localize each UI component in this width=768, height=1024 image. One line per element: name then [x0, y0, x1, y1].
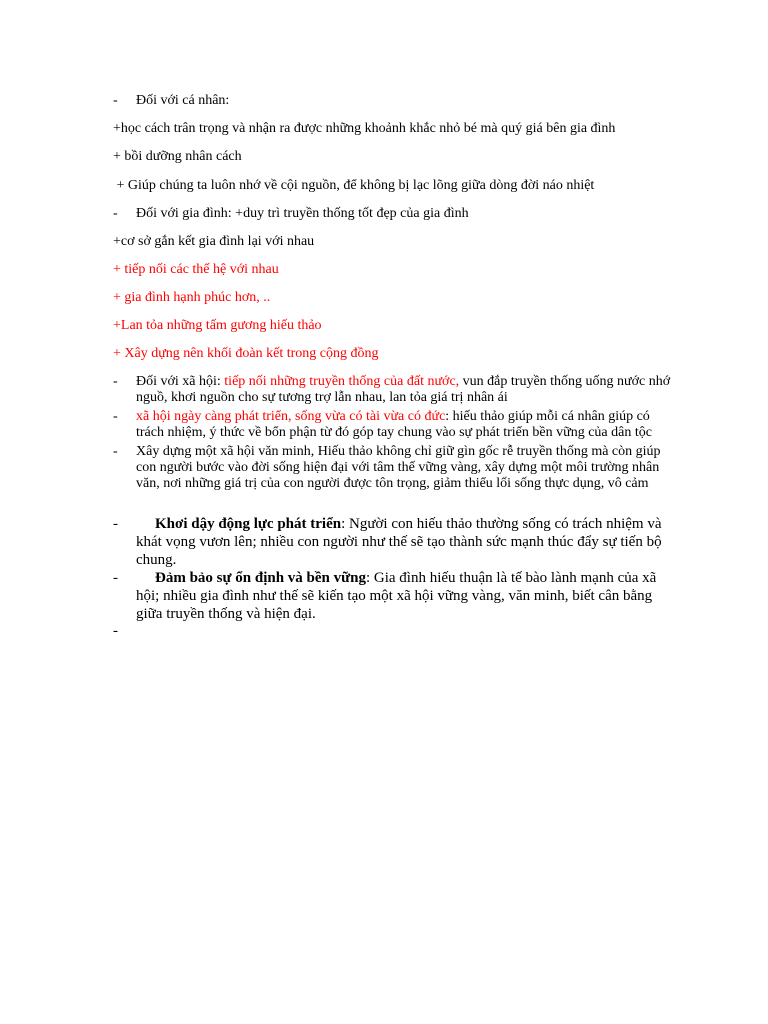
- bullet-dash: -: [113, 516, 118, 532]
- heading-family: Đối với gia đình: +duy trì truyền thống tốt đẹp của gia đình: [136, 206, 469, 221]
- society-item-2: [136, 409, 681, 441]
- bold-item-1-title: Khơi dậy động lực phát triển: [155, 516, 342, 532]
- bullet-dash: -: [113, 570, 118, 586]
- text-line: +học cách trân trọng và nhận ra được những khoảnh khắc nhỏ bé mà quý giá bên gia đình: [113, 121, 616, 136]
- highlighted-line: + Xây dựng nên khối đoàn kết trong cộng đồng: [113, 346, 379, 361]
- society-item-1-highlight: tiếp nối những truyền thống của đất nước,: [224, 374, 460, 389]
- society-item-2-rest: : hiếu thảo giúp mỗi cá nhân giúp có trách nhiệm, ý thức về bổn phận từ đó góp tay chung vào sự phát triển bền vững của dân tộc: [136, 409, 652, 440]
- bullet-dash: -: [113, 444, 118, 459]
- society-item-1-rest: vun đắp truyền thống uống nước nhớ nguồ, khơi nguồn cho sự tương trợ lẫn nhau, lan tỏa giá trị nhân ái: [136, 374, 671, 405]
- bold-item-2-title: Đảm bảo sự ổn định và bền vững: [155, 570, 366, 586]
- society-item-3: Xây dựng một xã hội văn minh, Hiếu thảo không chỉ giữ gìn gốc rễ truyền thống mà còn giúp con người bước vào đời sống hiện đại với tâm thế vững vàng, xây dựng một môi trường nhân văn, nơi những giá trị của con người được tôn trọng, giảm thiểu lối sống thực dụng, vô cảm: [136, 444, 661, 491]
- highlighted-line: + tiếp nối các thế hệ với nhau: [113, 262, 279, 277]
- bullet-dash: -: [113, 374, 118, 389]
- bullet-dash: -: [113, 409, 118, 424]
- text-line: +cơ sở gắn kết gia đình lại với nhau: [113, 234, 315, 249]
- bullet-dash: -: [113, 623, 118, 639]
- bold-item-1-rest: : Người con hiếu thảo thường sống có trách nhiệm và khát vọng vươn lên; nhiều con người như thế sẽ tạo thành sức mạnh thúc đẩy sự tiến bộ chung.: [136, 516, 662, 568]
- bullet-dash: -: [113, 93, 118, 108]
- bold-item-2-rest: : Gia đình hiếu thuận là tế bào lành mạnh của xã hội; nhiều gia đình như thế sẽ kiến tạo một xã hội vững vàng, văn minh, biết cân bằng giữa truyền thống và hiện đại.: [136, 570, 657, 622]
- text-line: + Giúp chúng ta luôn nhớ về cội nguồn, để không bị lạc lõng giữa dòng đời náo nhiệt: [113, 178, 595, 193]
- bold-item-1: [136, 515, 676, 569]
- highlighted-line: +Lan tỏa những tấm gương hiếu thảo: [113, 318, 322, 333]
- text-line: + bồi dưỡng nhân cách: [113, 149, 242, 164]
- highlighted-line: + gia đình hạnh phúc hơn, ..: [113, 290, 271, 305]
- society-item-1-prefix: Đối với xã hội:: [136, 374, 225, 389]
- bullet-dash: -: [113, 206, 118, 221]
- heading-individual: Đối với cá nhân:: [136, 93, 230, 108]
- society-item-2-highlight: xã hội ngày càng phát triển, sống vừa có tài vừa có đức: [136, 409, 446, 424]
- bold-item-2: [136, 569, 676, 623]
- society-item-1: [136, 374, 681, 406]
